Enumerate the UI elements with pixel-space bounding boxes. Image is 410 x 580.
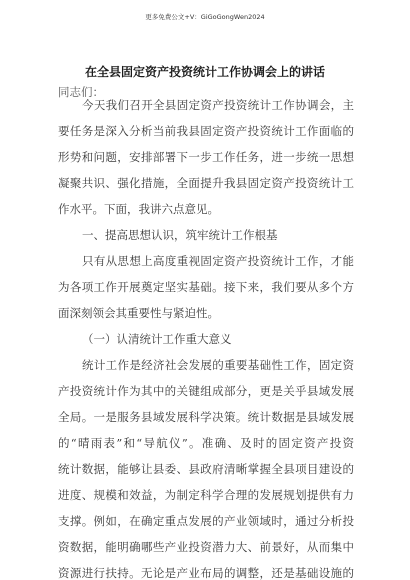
body-line: 形势和问题，安排部署下一步工作任务，进一步统一思想 [58,150,354,164]
body-line: 全局。一是服务县域发展科学决策。统计数据是县域发展 [58,410,354,424]
body-line: 的“晴雨表”和“导航仪”。准确、及时的固定资产投资 [58,436,354,450]
body-line: 凝聚共识、强化措施，全面提升我县固定资产投资统计工 [58,176,354,190]
body-line: 今天我们召开全县固定资产投资统计工作协调会，主 [82,98,354,112]
body-line: 作水平。下面，我讲六点意见。 [58,202,219,216]
body-line: 支撑。例如，在确定重点发展的产业领域时，通过分析投 [58,514,354,528]
section-heading: 一、提高思想认识，筑牢统计工作根基 [82,228,278,242]
body-line: 统计工作是经济社会发展的重要基础性工作，固定资 [82,358,354,372]
body-line: 要任务是深入分析当前我县固定资产投资统计工作面临的 [58,124,354,138]
body-line: 只有从思想上高度重视固定资产投资统计工作，才能 [82,254,354,268]
header-note: 更多免费公文+V：GiGoGongWen2024 [145,13,265,21]
greeting: 同志们： [58,85,104,99]
body-line: 统计数据，能够让县委、县政府清晰掌握全县项目建设的 [58,462,354,476]
body-line: 进度、规模和效益，为制定科学合理的发展规划提供有力 [58,488,354,502]
body-line: 资数据，能明确哪些产业投资潜力大、前景好，从而集中 [58,540,354,554]
document-title: 在全县固定资产投资统计工作协调会上的讲话 [84,65,325,79]
body-line: 面深刻领会其重要性与紧迫性。 [58,306,219,320]
body-line: 为各项工作开展奠定坚实基础。接下来，我们要从多个方 [58,280,354,294]
body-line: 资源进行扶持。无论是产业布局的调整，还是基础设施的 [58,566,354,580]
body-line: 产投资统计作为其中的关键组成部分，更是关乎县域发展 [58,384,354,398]
subsection-heading: （一）认清统计工作重大意义 [82,332,232,346]
